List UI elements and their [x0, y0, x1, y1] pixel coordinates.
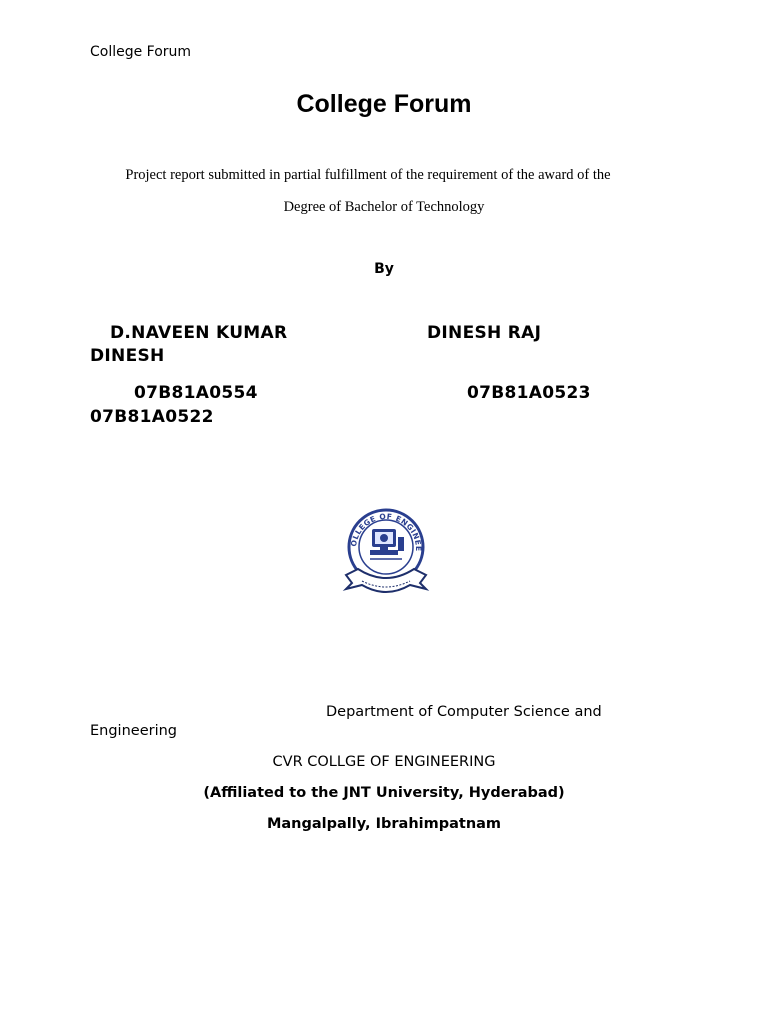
college-logo [340, 503, 432, 598]
subtitle-line-2: Degree of Bachelor of Technology [283, 199, 485, 215]
department-line-2: Engineering [90, 723, 177, 739]
by-label: By [374, 261, 394, 277]
author-name-2: DINESH RAJ [427, 323, 542, 343]
college-affiliation: (Affiliated to the JNT University, Hyderabad) [203, 785, 565, 801]
college-seal-icon [340, 503, 432, 598]
subtitle-line-1: Project report submitted in partial fulfillment of the requirement of the award of the [125, 167, 611, 183]
author-name-1: D.NAVEEN KUMAR [110, 323, 288, 343]
college-name: CVR COLLGE OF ENGINEERING [272, 754, 496, 770]
document-title: College Forum [296, 90, 472, 118]
author-roll-1: 07B81A0554 [134, 383, 258, 403]
seal-text: OLLEGE OF ENGINEE [349, 511, 424, 552]
running-header: College Forum [90, 44, 192, 60]
author-roll-3: 07B81A0522 [90, 407, 214, 427]
author-roll-2: 07B81A0523 [467, 383, 591, 403]
author-name-3: DINESH [90, 346, 165, 366]
college-location: Mangalpally, Ibrahimpatnam [266, 816, 502, 832]
department-line-1: Department of Computer Science and [326, 704, 602, 720]
